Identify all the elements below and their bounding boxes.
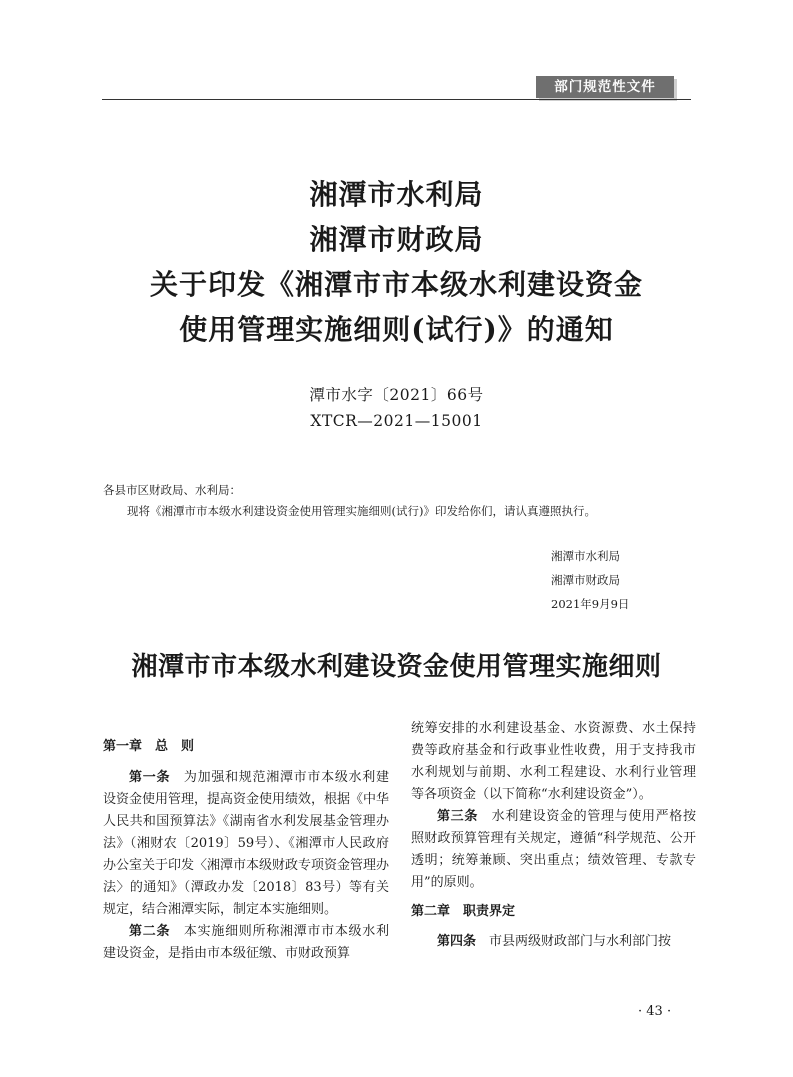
article-label: 第三条 xyxy=(437,809,478,824)
article-1 xyxy=(103,767,389,921)
article-text: 水利建设资金的管理与使用严格按照财政预算管理有关规定，遵循“科学规范、公开透明；统筹兼顾、突出重点；绩效管理、专款专用”的原则。 xyxy=(411,809,696,890)
chapter-heading: 第二章 职责界定 xyxy=(411,904,516,919)
title-line: 关于印发《湘潭市市本级水利建设资金 xyxy=(149,268,643,301)
signatory: 湘潭市水利局 xyxy=(551,549,620,563)
article-label: 第四条 xyxy=(437,934,477,949)
title-line: 湘潭市水利局 xyxy=(309,178,484,211)
rules-heading: 湘潭市市本级水利建设资金使用管理实施细则 xyxy=(131,652,662,682)
notice-body: 现将《湘潭市市本级水利建设资金使用管理实施细则(试行)》印发给你们，请认真遵照执行。 xyxy=(127,504,596,518)
article-3 xyxy=(411,806,696,894)
article-2-continued: 统筹安排的水利建设基金、水资源费、水土保持费等政府基金和行政事业性收费，用于支持我市水利规划与前期、水利工程建设、水利行业管理等各项资金（以下简称“水利建设资金”）。 xyxy=(411,721,696,802)
signatory: 湘潭市财政局 xyxy=(551,573,620,587)
title-line: 使用管理实施细则(试行)》的通知 xyxy=(179,313,614,346)
registration-number: XTCR—2021—15001 xyxy=(310,412,483,430)
left-column xyxy=(103,736,389,965)
section-tag: 部门规范性文件 xyxy=(536,76,674,98)
addressee: 各县市区财政局、水利局： xyxy=(103,483,241,497)
title-line: 湘潭市财政局 xyxy=(309,223,484,256)
chapter-heading: 第一章 总 则 xyxy=(103,739,195,754)
notice-date: 2021年9月9日 xyxy=(551,597,630,611)
page-number: · 43 · xyxy=(638,1004,672,1019)
article-4 xyxy=(411,931,696,953)
notice-title xyxy=(60,172,733,352)
article-text: 本实施细则所称湘潭市市本级水利建设资金，是指由市本级征缴、市财政预算 xyxy=(103,924,389,961)
article-2 xyxy=(103,921,389,965)
article-text: 为加强和规范湘潭市市本级水利建设资金使用管理，提高资金使用绩效，根据《中华人民共和国预算法》《湖南省水利发展基金管理办法》（湘财农〔2019〕59号）、《湘潭市人民政府办公室关于印发〈湘潭市本级财政专项资金管理办法〉的通知》（潭政办发〔2018〕83号）等有关规定，结合湘潭实际，制定本实施细则。 xyxy=(103,770,390,917)
article-text: 市县两级财政部门与水利部门按 xyxy=(489,934,672,949)
right-column xyxy=(411,718,696,953)
header-rule xyxy=(102,99,691,100)
article-label: 第一条 xyxy=(129,770,171,785)
article-label: 第二条 xyxy=(129,924,171,939)
document-number: 潭市水字〔2021〕66号 xyxy=(309,386,484,404)
